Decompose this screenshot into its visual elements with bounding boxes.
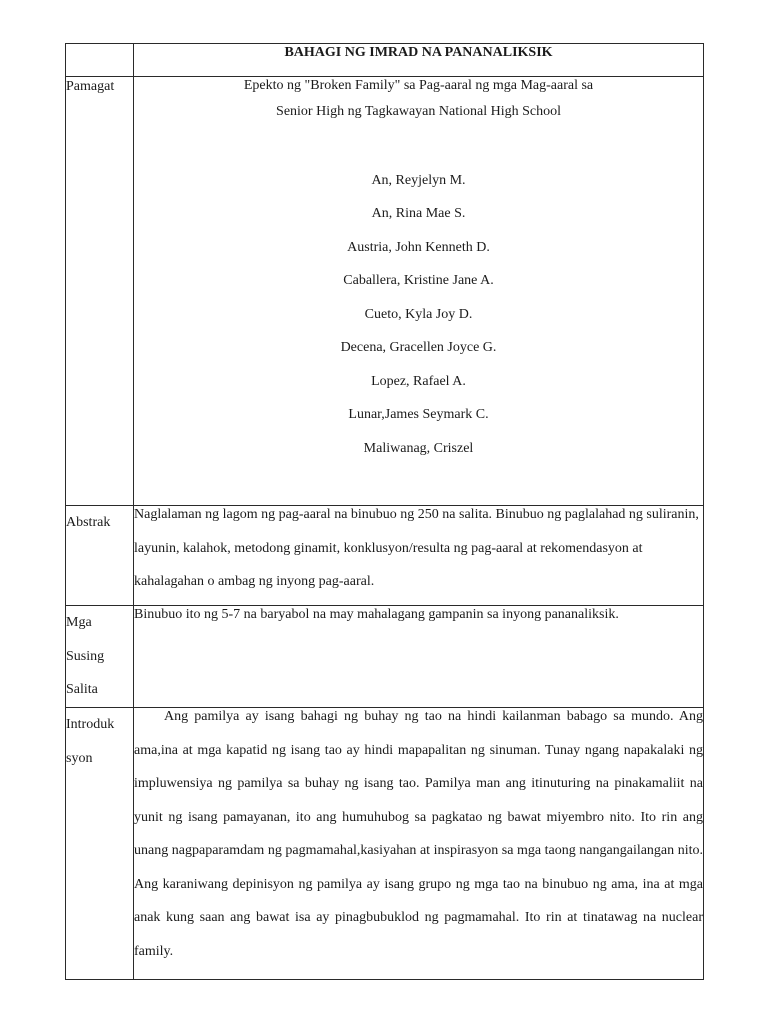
abstrak-label-cell xyxy=(66,506,134,606)
susing-salita-label-line-2: Susing xyxy=(66,648,105,664)
introduksyon-text: Ang pamilya ay isang bahagi ng buhay ng tao na hindi kailanman babago sa mundo. Ang ama,ina at mga kapatid ng isang tao ay hindi mapapalitan ng sinuman. Tunay ngang napakalaki ng impluwensiya ng pamilya sa buhay ng isang tao. Pamilya man ang itinuturing na pinakamaliit na yunit ng isang pamayanan, ito ang humuhubog sa pagkatao ng bawat miyembro nito. Ito rin ang unang nagpaparamdam ng pagmamahal,kasiyahan at inspirasyon sa mga taong nangangailangan nito. Ang karaniwang depinisyon ng pamilya ay isang grupo ng mga tao na binubuo ng ama, ina at mga anak kung saan ang bawat isa ay pinagbubuklod ng pagmamahal. Ito rin at tinatawag na nuclear family. xyxy=(134,709,703,959)
abstrak-row xyxy=(66,506,704,606)
author-name: Maliwanag, Criszel xyxy=(363,440,474,456)
susing-salita-label-cell xyxy=(66,606,134,708)
author-name: Caballera, Kristine Jane A. xyxy=(343,273,494,288)
susing-salita-text: Binubuo ito ng 5-7 na baryabol na may mahalagang gampanin sa inyong pananaliksik. xyxy=(134,607,619,622)
author-name: An, Reyjelyn M. xyxy=(371,172,466,188)
susing-salita-label-line-3: Salita xyxy=(66,682,98,697)
research-title-line-2: Senior High ng Tagkawayan National High School xyxy=(276,104,561,119)
header-label-cell xyxy=(66,44,134,77)
introduksyon-label-cell xyxy=(66,708,134,980)
susing-salita-row xyxy=(66,606,704,708)
imrad-table xyxy=(65,43,704,980)
author-name: Cueto, Kyla Joy D. xyxy=(364,306,473,322)
table-title: BAHAGI NG IMRAD NA PANANALIKSIK xyxy=(134,44,704,77)
abstrak-label: Abstrak xyxy=(66,515,111,530)
susing-salita-content-cell xyxy=(134,606,704,708)
research-title-line-1: Epekto ng "Broken Family" sa Pag-aaral ng mga Mag-aaral sa xyxy=(243,78,594,93)
author-list xyxy=(134,164,703,466)
introduksyon-content-cell xyxy=(134,708,704,980)
abstrak-text: Naglalaman ng lagom ng pag-aaral na binubuo ng 250 na salita. Binubuo ng paglalahad ng suliranin, layunin, kalahok, metodong ginamit, konklusyon/resulta ng pag-aaral at rekomendasyon at kahalagahan o ambag ng inyong pag-aaral. xyxy=(134,507,699,589)
author-name: Lopez, Rafael A. xyxy=(371,373,466,389)
pamagat-label: Pamagat xyxy=(66,79,115,94)
abstrak-content-cell xyxy=(134,506,704,606)
header-row xyxy=(66,44,704,77)
author-name: An, Rina Mae S. xyxy=(371,206,466,221)
author-name: Decena, Gracellen Joyce G. xyxy=(340,340,497,355)
pamagat-label-cell xyxy=(66,77,134,506)
susing-salita-label-line-1: Mga xyxy=(66,615,92,630)
author-name: Austria, John Kenneth D. xyxy=(347,239,490,255)
author-name: Lunar,James Seymark C. xyxy=(348,407,489,422)
pamagat-content-cell xyxy=(134,77,704,506)
pamagat-row xyxy=(66,77,704,506)
introduksyon-label-line-1: Introduk xyxy=(66,717,115,732)
introduksyon-row xyxy=(66,708,704,980)
introduksyon-label-line-2: syon xyxy=(66,750,93,766)
